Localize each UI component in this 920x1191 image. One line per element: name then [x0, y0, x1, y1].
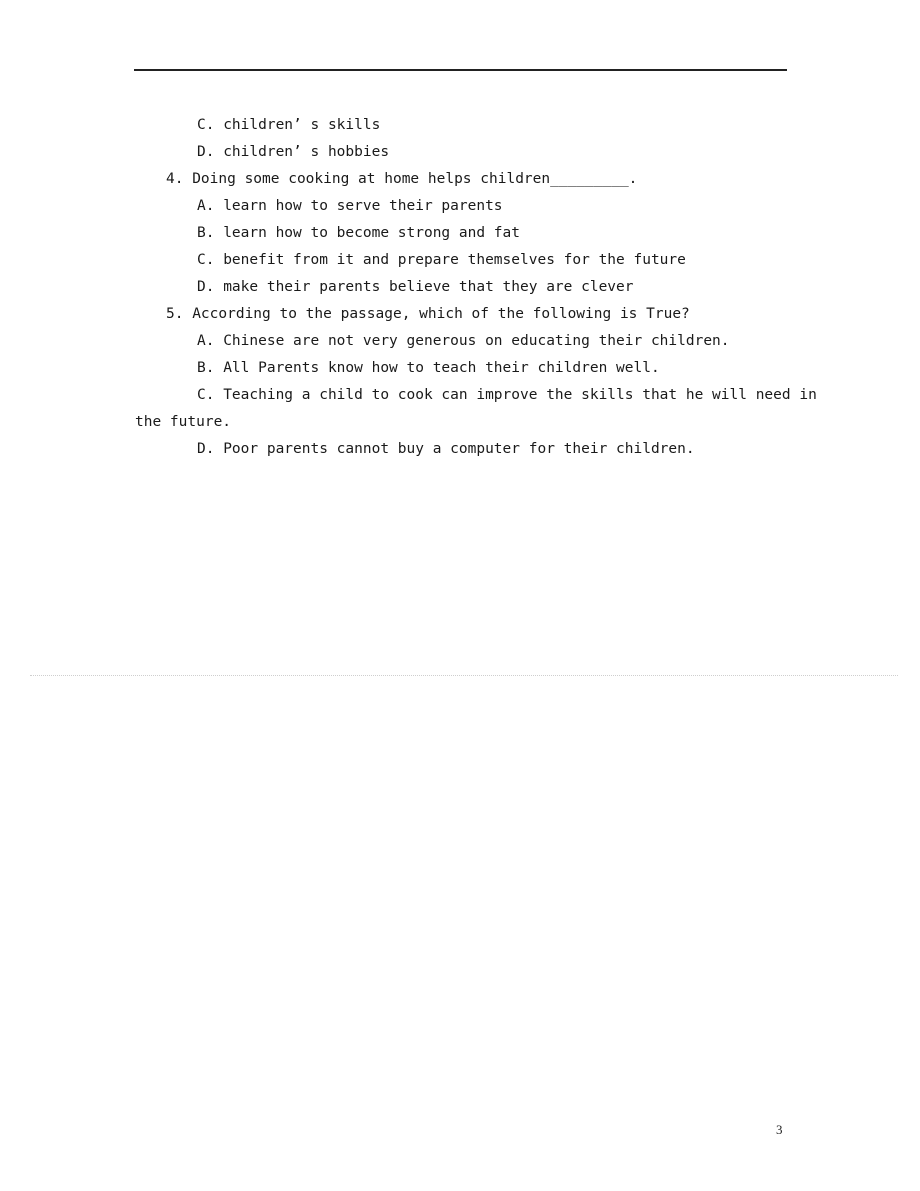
page-number: 3 — [776, 1122, 783, 1137]
q4-option-a: A. learn how to serve their parents — [197, 198, 503, 214]
q3-option-c: C. children’ s skills — [197, 117, 381, 133]
header-rule — [134, 69, 787, 71]
q4-option-d: D. make their parents believe that they are clever — [197, 279, 634, 295]
q5-option-a: A. Chinese are not very generous on educating their children. — [197, 333, 730, 349]
q3-option-d: D. children’ s hobbies — [197, 144, 390, 160]
q4-option-b: B. learn how to become strong and fat — [197, 225, 521, 241]
question-4: 4. Doing some cooking at home helps children_________. — [166, 171, 638, 187]
q5-option-c: C. Teaching a child to cook can improve the skills that he will need in — [197, 387, 817, 403]
q5-option-b: B. All Parents know how to teach their children well. — [197, 360, 660, 376]
q5-option-d: D. Poor parents cannot buy a computer for their children. — [197, 441, 695, 457]
question-5: 5. According to the passage, which of the following is True? — [166, 306, 690, 322]
page-separator — [30, 675, 898, 676]
q4-option-c: C. benefit from it and prepare themselves for the future — [197, 252, 686, 268]
q5-option-c-continuation: the future. — [135, 414, 232, 430]
